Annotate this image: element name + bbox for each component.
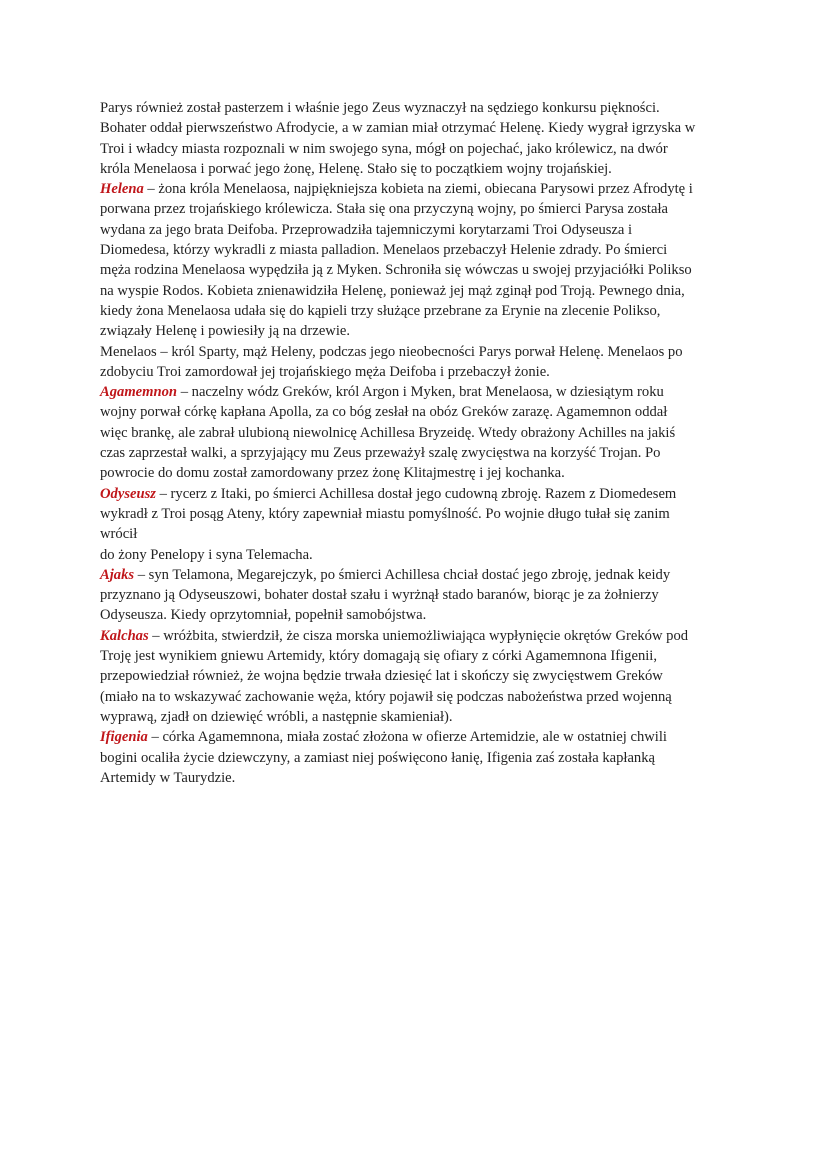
text-line: Bohater oddał pierwszeństwo Afrodycie, a w zamian miał otrzymać Helenę. Kiedy wygrał igrzyska w (100, 120, 696, 137)
text-line: Agamemnon – naczelny wódz Greków, król Argon i Myken, brat Menelaosa, w dziesiątym roku (100, 384, 664, 401)
text-line: wydana za jego brata Deifoba. Przeprowadziła tajemniczymi korytarzami Troi Odyseusza i (100, 221, 633, 238)
text-line: związały Helenę i powiesiły ją na drzewie. (100, 323, 351, 340)
text-line: powrocie do domu został zamordowany przez żonę Klitajmestrę i jej kochanka. (100, 465, 565, 482)
text-line: wojny porwał córkę kapłana Apolla, za co bóg zesłał na obóz Greków zarazę. Agamemnon oddał (100, 404, 668, 421)
text-line: przepowiedział również, że wojna będzie trwała dziesięć lat i skończy się zwycięstwem Greków (100, 668, 663, 685)
text-line: Troi i władcy miasta rozpoznali w nim swojego syna, mógł on pojechać, jako królewicz, na dwór (100, 140, 668, 157)
text-line: do żony Penelopy i syna Telemacha. (100, 546, 313, 563)
text-line: Menelaos – król Sparty, mąż Heleny, podczas jego nieobecności Parys porwał Helenę. Menelaos po (100, 343, 683, 360)
text-line: męża rodzina Menelaosa wypędziła ją z Myken. Schroniła się wówczas u swojej przyjaciółki Polikso (100, 262, 692, 279)
text-line: Troję jest wynikiem gniewu Artemidy, który domagają się ofiary z córki Agamemnona Ifigenii, (100, 648, 658, 665)
character-name-agamemnon: Agamemnon (100, 384, 178, 401)
text-line: Odyseusza. Kiedy oprzytomniał, popełnił samobójstwa. (100, 607, 427, 624)
text-line: króla Menelaosa i porwać jego żonę, Helenę. Stało się to początkiem wojny trojańskiej. (100, 160, 612, 177)
text-line: Diomedesa, którzy wykradli z miasta palladion. Menelaos przebaczył Helenie zdrady. Po śmierci (100, 242, 668, 259)
text-line: zdobyciu Troi zamordował jej trojańskiego męża Deifoba i przebaczył żonie. (100, 363, 550, 380)
text-line: na wyspie Rodos. Kobieta znienawidziła Helenę, ponieważ jej mąż zginął pod Troją. Pewnego dnia, (100, 282, 685, 299)
text-line: Artemidy w Taurydzie. (100, 769, 236, 786)
text-line: Ajaks – syn Telamona, Megarejczyk, po śmierci Achillesa chciał dostać jego zbroję, jednak keidy (100, 566, 671, 583)
text-line: Parys również został pasterzem i właśnie jego Zeus wyznaczył na sędziego konkursu piękności. (100, 100, 660, 116)
text-line: porwana przez trojańskiego królewicza. Stała się ona przyczyną wojny, po śmierci Parysa została (100, 201, 668, 218)
text-line: Kalchas – wróżbita, stwierdził, że cisza morska uniemożliwiająca wypłynięcie okrętów Greków pod (100, 627, 689, 644)
document-body (100, 98, 728, 788)
character-name-kalchas: Kalchas (100, 627, 149, 644)
text-line: więc brankę, ale zabrał ulubioną niewolnicę Achillesa Bryzeidę. Wtedy obrażony Achilles na jakiś (100, 424, 676, 441)
text-line: (miało na to wskazywać zachowanie węża, który pojawił się podczas nabożeństwa przed wojenną (100, 688, 672, 705)
text-line: wyprawą, zjadł on dziewięć wróbli, a następnie skamieniał). (100, 708, 453, 725)
character-name-ifigenia: Ifigenia (100, 729, 148, 746)
text-line: Odyseusz – rycerz z Itaki, po śmierci Achillesa dostał jego cudowną zbroję. Razem z Diomedesem (100, 485, 677, 502)
character-name-helena: Helena (100, 181, 144, 198)
text-line: wykradł z Troi posąg Ateny, który zapewniał miastu pomyślność. Po wojnie długo tułał się zanim (100, 505, 670, 522)
text-line: czas zaprzestał walki, a sprzyjający mu Zeus przeważył szalę zwycięstwa na korzyść Trojan. Po (100, 445, 661, 462)
text-line: bogini ocaliła życie dziewczyny, a zamiast niej poświęcono łanię, Ifigenia zaś została kapłanką (100, 749, 656, 766)
character-name-ajaks: Ajaks (100, 566, 135, 583)
text-line: Ifigenia – córka Agamemnona, miała zostać złożona w ofierze Artemidzie, ale w ostatniej chwili (100, 729, 667, 746)
text-line: wrócił (100, 526, 138, 543)
text-line: przyznano ją Odyseuszowi, bohater dostał szału i wyrżnął stado baranów, biorąc je za żołnierzy (100, 587, 659, 604)
character-name-odyseusz: Odyseusz (100, 485, 156, 502)
text-line: kiedy żona Menelaosa udała się do kąpieli trzy służące przebrane za Erynie na zlecenie Polikso, (100, 302, 661, 319)
text-line: Helena – żona króla Menelaosa, najpiękniejsza kobieta na ziemi, obiecana Parysowi przez Afrodytę i (100, 181, 693, 198)
